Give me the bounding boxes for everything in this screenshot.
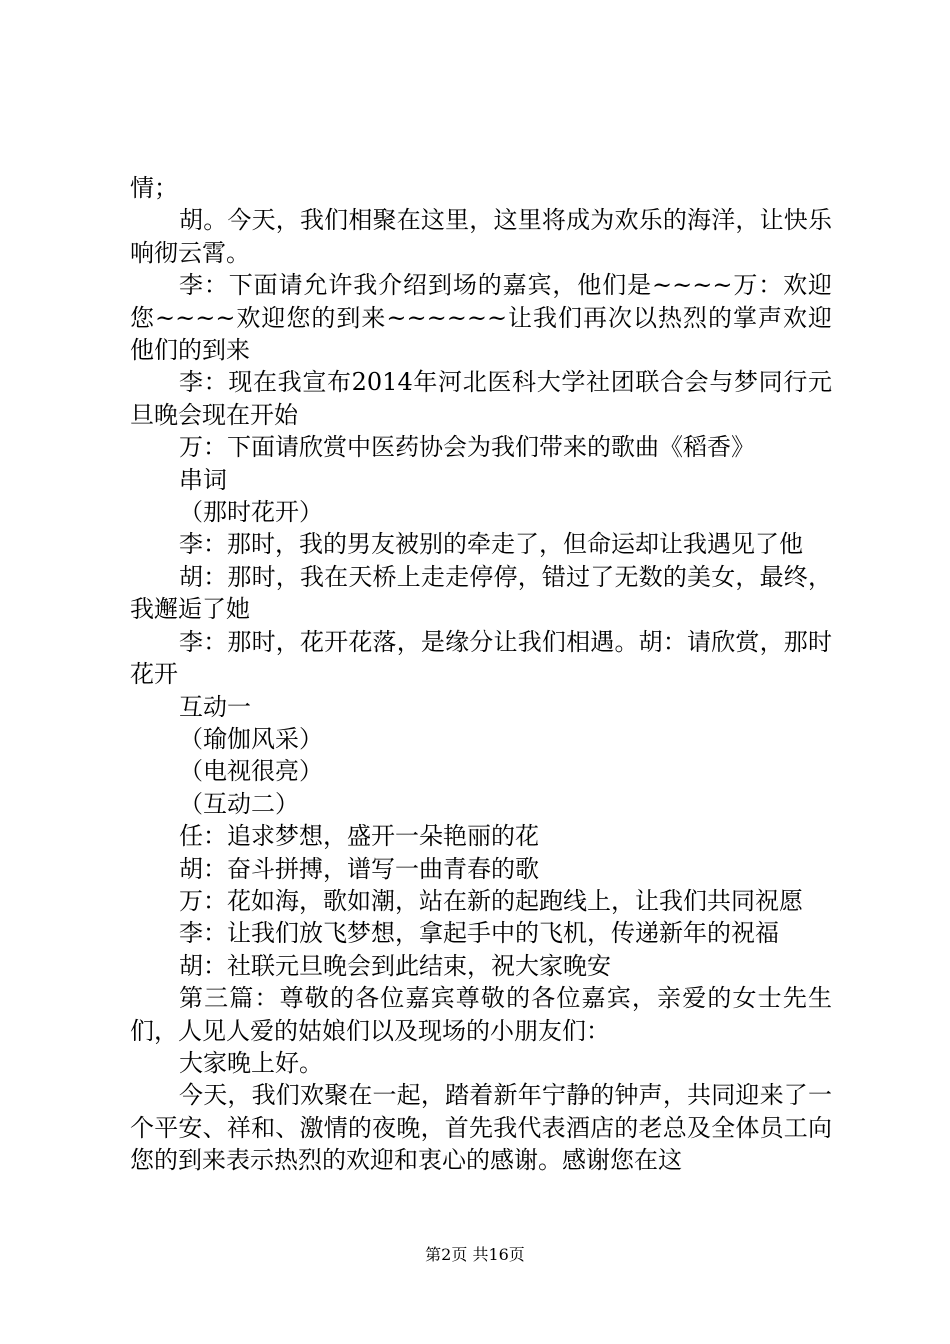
paragraph: 胡：奋斗拼搏，谱写一曲青春的歌 — [179, 854, 539, 883]
paragraph: 今天，我们欢聚在一起，踏着新年宁静的钟声，共同迎来了一个平安、祥和、激情的夜晚，首先我代表酒店的老总及全体员工向您的到来表示热烈的欢迎和衷心的感谢。感谢您在这 — [130, 1081, 832, 1175]
paragraph: 串词 — [179, 465, 227, 494]
paragraph: 李：下面请允许我介绍到场的嘉宾，他们是~~~~万：欢迎您~~~~欢迎您的到来~~~~~~让我们再次以热烈的掌声欢迎他们的到来 — [130, 271, 832, 365]
paragraph: 李：让我们放飞梦想，拿起手中的飞机，传递新年的祝福 — [179, 919, 779, 948]
paragraph: 胡：那时，我在天桥上走走停停，错过了无数的美女，最终，我邂逅了她 — [130, 562, 832, 624]
paragraph: （电视很亮） — [179, 757, 323, 786]
paragraph: （那时花开） — [179, 498, 323, 527]
paragraph: 胡：社联元旦晚会到此结束，祝大家晚安 — [179, 951, 611, 980]
paragraph: 情； — [130, 174, 178, 202]
paragraph: （互动二） — [179, 789, 299, 818]
paragraph: 万：下面请欣赏中医药协会为我们带来的歌曲《稻香》 — [179, 433, 755, 462]
page-footer: 第2页 共16页 — [425, 1245, 525, 1264]
paragraph: 大家晚上好。 — [179, 1048, 323, 1077]
paragraph: 第三篇：尊敬的各位嘉宾尊敬的各位嘉宾，亲爱的女士先生们，人见人爱的姑娘们以及现场的小朋友们： — [130, 984, 832, 1045]
document-body — [130, 172, 832, 1177]
paragraph: 万：花如海，歌如潮，站在新的起跑线上，让我们共同祝愿 — [179, 886, 803, 915]
paragraph: 李：现在我宣布2014年河北医科大学社团联合会与梦同行元旦晚会现在开始 — [130, 368, 832, 429]
paragraph: 胡。今天，我们相聚在这里，这里将成为欢乐的海洋，让快乐响彻云霄。 — [130, 206, 832, 267]
paragraph: 互动一 — [179, 692, 251, 721]
paragraph: 任：追求梦想，盛开一朵艳丽的花 — [179, 822, 539, 851]
paragraph: 李：那时，我的男友被别的牵走了，但命运却让我遇见了他 — [179, 530, 803, 559]
paragraph: （瑜伽风采） — [179, 724, 323, 753]
paragraph: 李：那时，花开花落，是缘分让我们相遇。胡：请欣赏，那时花开 — [130, 627, 832, 689]
